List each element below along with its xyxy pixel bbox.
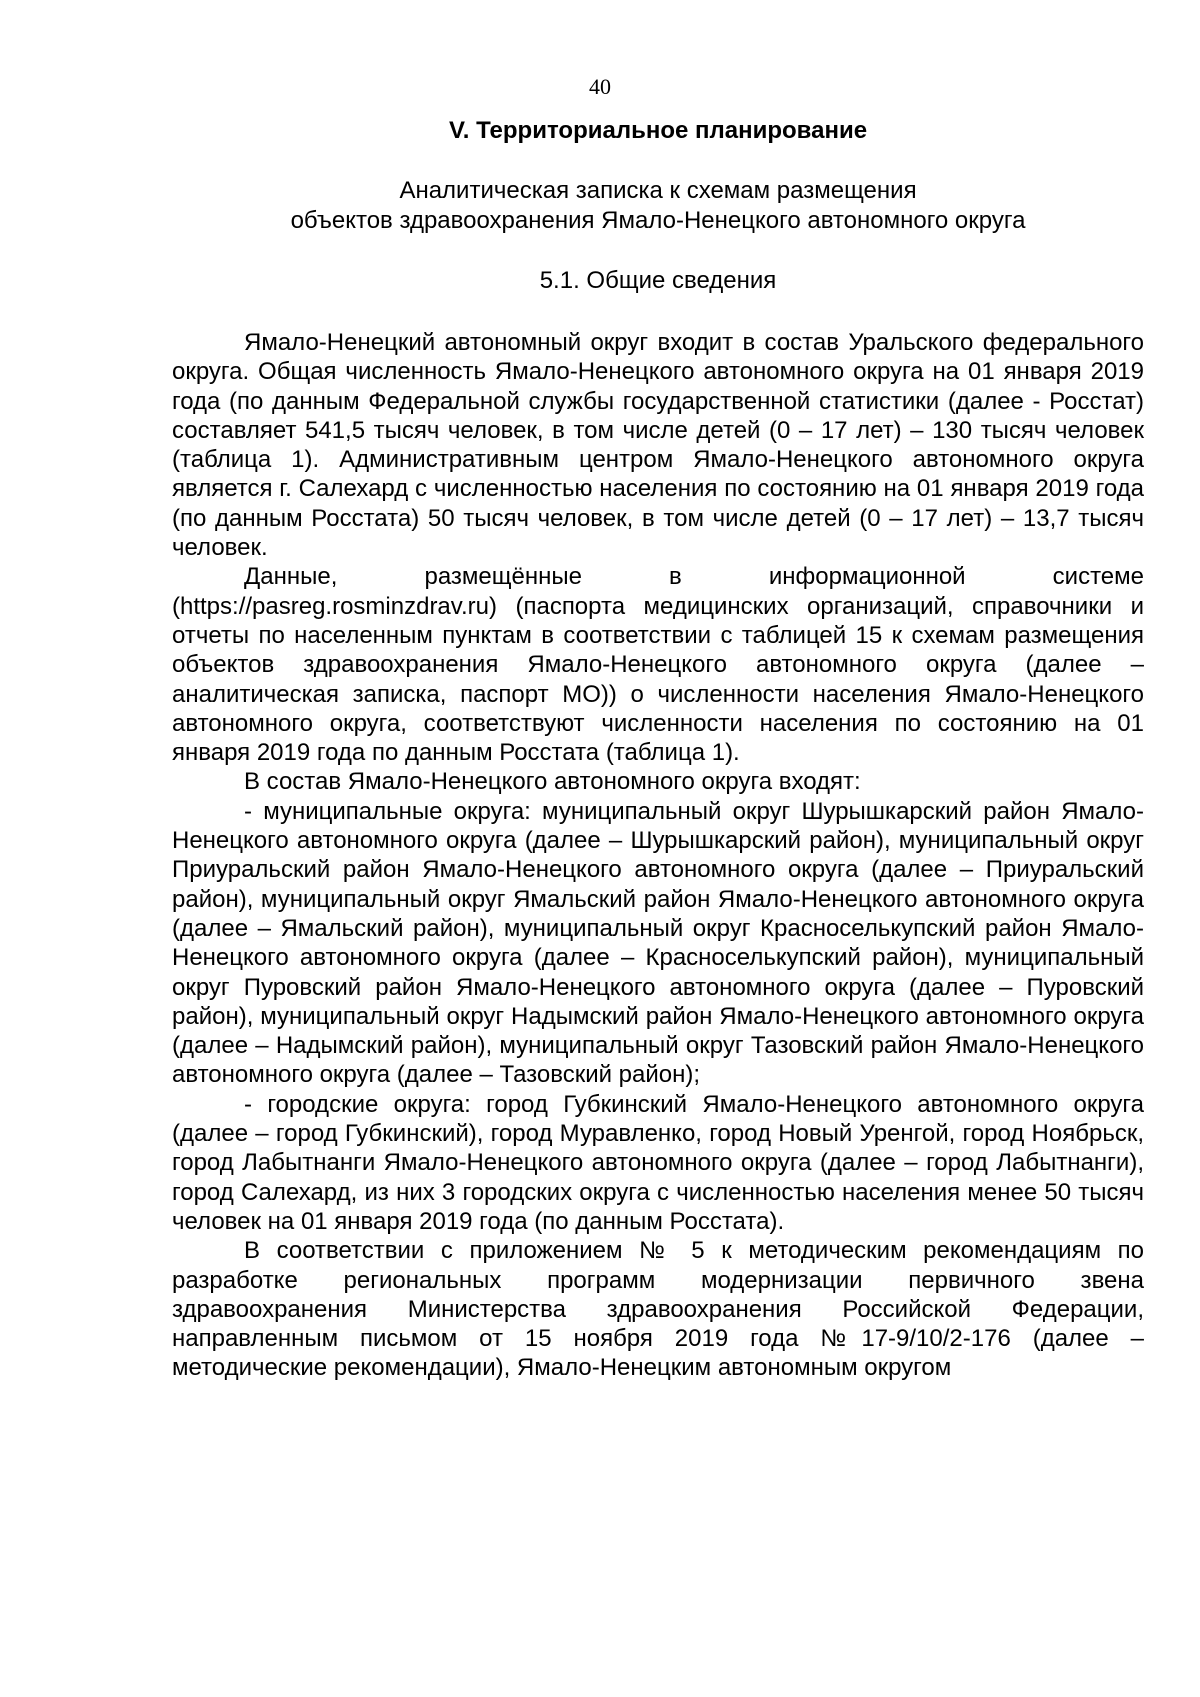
body-text bbox=[172, 328, 1144, 1383]
list-item-municipal-districts: - муниципальные округа: муниципальный округ Шурышкарский район Ямало-Ненецкого автономного округа (далее – Шурышкарский район), муниципальный округ Приуральский район Ямало-Ненецкого автономного округа (далее – Приуральский район), муниципальный округ Ямальский район Ямало-Ненецкого автономного округа (далее – Ямальский район), муниципальный округ Красноселькупский район Ямало-Ненецкого автономного округа (далее – Красноселькупский район), муниципальный округ Пуровский район Ямало-Ненецкого автономного округа (далее – Пуровский район), муниципальный округ Надымский район Ямало-Ненецкого автономного округа (далее – Надымский район), муниципальный округ Тазовский район Ямало-Ненецкого автономного округа (далее – Тазовский район); bbox=[172, 797, 1144, 1089]
paragraph-intro: Ямало-Ненецкий автономный округ входит в состав Уральского федерального округа. Общая численность Ямало-Ненецкого автономного округа на 01 января 2019 года (по данным Федеральной службы государственной статистики (далее - Росстат) составляет 541,5 тысяч человек, в том числе детей (0 – 17 лет) – 130 тысяч человек (таблица 1). Административным центром Ямало-Ненецкого автономного округа является г. Салехард с численностью населения по состоянию на 01 января 2019 года (по данным Росстата) 50 тысяч человек, в том числе детей (0 – 17 лет) – 13,7 тысяч человек. bbox=[172, 329, 1144, 562]
paragraph-composition: В состав Ямало-Ненецкого автономного округа входят: bbox=[244, 768, 861, 796]
subtitle-line-2: объектов здравоохранения Ямало-Ненецкого автономного округа bbox=[290, 207, 1026, 234]
list-item-urban-districts: - городские округа: город Губкинский Ямало-Ненецкого автономного округа (далее – город Губкинский), город Муравленко, город Новый Уренгой, город Ноябрьск, город Лабытнанги Ямало-Ненецкого автономного округа (далее – город Лабытнанги), город Салехард, из них 3 городских округа с численностью населения менее 50 тысяч человек на 01 января 2019 года (по данным Росстата). bbox=[172, 1090, 1144, 1235]
subsection-title: 5.1. Общие сведения bbox=[539, 267, 777, 294]
paragraph-data-sources: Данные, размещённые в информационной системе (https://pasreg.rosminzdrav.ru) (паспорта медицинских организаций, справочники и отчеты по населенным пунктам в соответствии с таблицей 15 к схемам размещения объектов здравоохранения Ямало-Ненецкого автономного округа (далее – аналитическая записка, паспорт МО)) о численности населения Ямало-Ненецкого автономного округа, соответствуют численности населения по состоянию на 01 января 2019 года по данным Росстата (таблица 1). bbox=[172, 563, 1144, 767]
page-number: 40 bbox=[589, 74, 611, 99]
document-subtitle bbox=[172, 176, 1144, 236]
section-title: V. Территориальное планирование bbox=[448, 117, 868, 144]
paragraph-methodology: В соответствии с приложением № 5 к методическим рекомендациям по разработке региональных программ модернизации первичного звена здравоохранения Министерства здравоохранения Российской Федерации, направленным письмом от 15 ноября 2019 года №17-9/10/2-176 (далее – методические рекомендации), Ямало-Ненецким автономным округом bbox=[172, 1237, 1144, 1382]
subtitle-line-1: Аналитическая записка к схемам размещения bbox=[399, 177, 917, 204]
